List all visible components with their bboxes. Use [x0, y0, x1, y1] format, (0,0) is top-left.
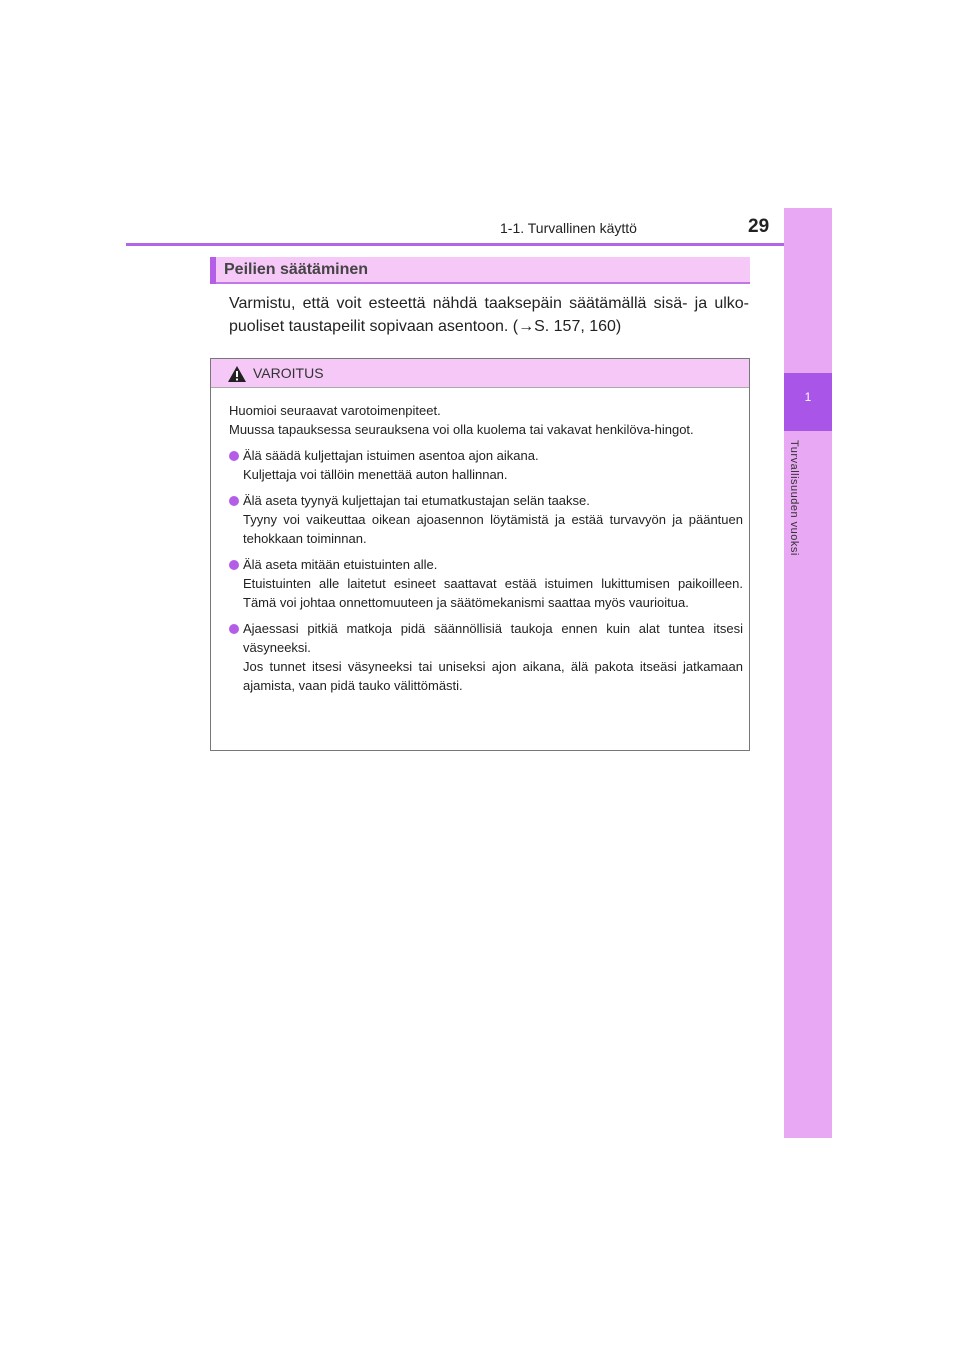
warning-consequence: Muussa tapauksessa seurauksena voi olla kuolema tai vakavat henkilöva-hingot.: [229, 422, 694, 437]
bullet-text: Tyyny voi vaikeuttaa oikean ajoasennon löytämistä ja estää turvavyön ja pääntuen tehokkaan toiminnan.: [243, 512, 743, 546]
header-divider: [126, 243, 832, 246]
bullet-dot-icon: [229, 560, 239, 570]
bullet-heading: Älä säädä kuljettajan istuimen asentoa ajon aikana.: [243, 448, 539, 463]
section-accent-bar: [210, 257, 216, 284]
warning-header: [211, 359, 749, 388]
side-strip: [784, 208, 832, 1138]
bullet-text: Etuistuinten alle laitetut esineet saattavat estää istuimen lukittumisen paikoilleen. Tämä voi johtaa onnettomuuteen ja säätömekanismi saattaa myös vaurioitua.: [243, 576, 743, 610]
bullet-dot-icon: [229, 624, 239, 634]
warning-body: [229, 401, 743, 695]
warning-box: [210, 358, 750, 751]
page-number: 29: [748, 216, 770, 237]
section-title: Peilien säätäminen: [224, 261, 369, 278]
warning-title: VAROITUS: [253, 365, 324, 381]
section-intro: Varmistu, että voit esteettä nähdä taaksepäin säätämällä sisä- ja ulko-puoliset taustapeilit sopivaan asentoon. (→S. 157, 160): [229, 295, 749, 335]
bullet-text: Jos tunnet itsesi väsyneeksi tai uniseksi ajon aikana, älä pakota itseäsi jatkamaan ajamista, vaan pidä tauko välittömästi.: [243, 659, 743, 693]
section-header: [210, 257, 750, 284]
warning-bullet: [229, 619, 743, 695]
warning-intro-line: Huomioi seuraavat varotoimenpiteet.: [229, 403, 441, 418]
warning-bullet: [229, 446, 743, 484]
warning-bullet: [229, 555, 743, 612]
bullet-dot-icon: [229, 496, 239, 506]
warning-bullet: [229, 491, 743, 548]
warning-triangle-icon: [227, 365, 247, 388]
chapter-title: 1-1. Turvallinen käyttö: [500, 220, 637, 236]
bullet-dot-icon: [229, 451, 239, 461]
side-chapter-label: Turvallisuuden vuoksi: [788, 440, 800, 556]
bullet-heading: Älä aseta tyynyä kuljettajan tai etumatkustajan selän taakse.: [243, 493, 590, 508]
bullet-heading: Ajaessasi pitkiä matkoja pidä säännöllisiä taukoja ennen kuin alat tuntea itsesi väsyneeksi.: [243, 621, 743, 655]
bullet-heading: Älä aseta mitään etuistuinten alle.: [243, 557, 438, 572]
bullet-text: Kuljettaja voi tällöin menettää auton hallinnan.: [243, 467, 508, 482]
side-chapter-number: 1: [804, 390, 812, 404]
